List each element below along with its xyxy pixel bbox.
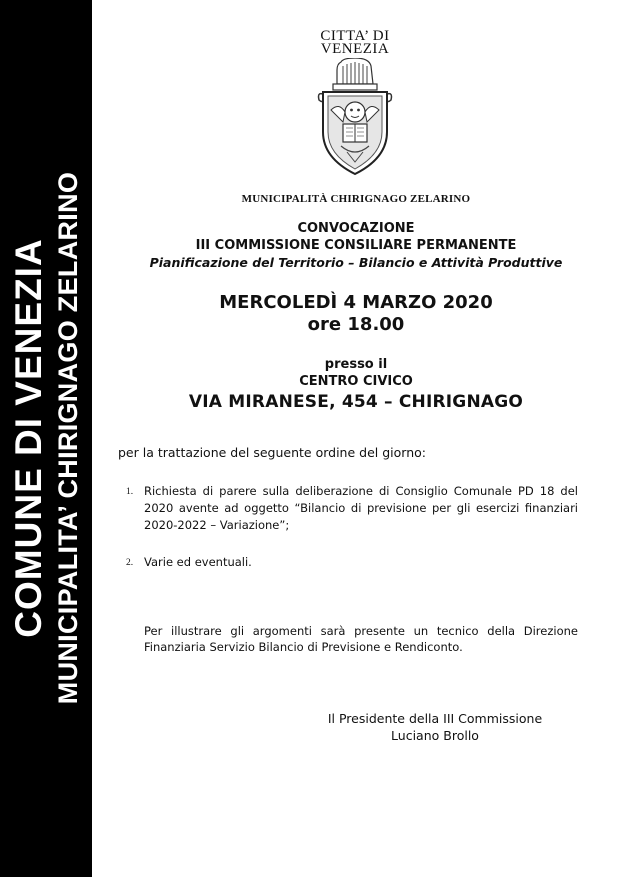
agenda-item	[126, 554, 578, 571]
convocation-title: CONVOCAZIONE	[297, 221, 415, 236]
sidebar-text	[9, 172, 83, 704]
logo-line-2: VENEZIA	[320, 41, 390, 57]
agenda-list	[126, 483, 578, 571]
agenda-item	[126, 483, 578, 534]
meeting-datetime	[92, 292, 620, 336]
meeting-date: MERCOLEDÌ 4 MARZO 2020	[219, 292, 493, 313]
agenda-item-text: Richiesta di parere sulla deliberazione di Consiglio Comunale PD 18 del 2020 avente ad oggetto “Bilancio di previsione per gli esercizi finanziari 2020-2022 – Variazione”;	[144, 484, 578, 532]
sidebar-banner	[0, 0, 92, 877]
agenda-intro: per la trattazione del seguente ordine del giorno:	[118, 445, 426, 460]
logo-line-1: CITTA’ DI	[320, 28, 390, 44]
location-address: VIA MIRANESE, 454 – CHIRIGNAGO	[188, 392, 524, 412]
location-presso: presso il	[324, 357, 388, 372]
agenda-item-text: Varie ed eventuali.	[144, 555, 252, 569]
sidebar-municipalita: MUNICIPALITA’ CHIRIGNAGO ZELARINO	[53, 171, 83, 705]
meeting-time: ore 18.00	[307, 314, 405, 335]
city-logo	[295, 30, 415, 176]
signature-name: Luciano Brollo	[391, 728, 479, 743]
location-venue: CENTRO CIVICO	[299, 374, 413, 389]
agenda-item-number: 1.	[126, 487, 134, 497]
commission-subtitle: Pianificazione del Territorio – Bilancio e Attività Produttive	[149, 255, 563, 270]
venice-crest-icon	[313, 58, 397, 176]
signature-role: Il Presidente della III Commissione	[327, 711, 543, 726]
meeting-location	[92, 356, 620, 414]
signature-block	[270, 710, 600, 744]
agenda-item-number: 2.	[126, 558, 134, 568]
sidebar-comune: COMUNE DI VENEZIA	[8, 238, 49, 638]
municipality-label: MUNICIPALITÀ CHIRIGNAGO ZELARINO	[241, 193, 471, 205]
commission-name: III COMMISSIONE CONSILIARE PERMANENTE	[195, 238, 517, 253]
convocation-heading	[92, 220, 620, 271]
technician-note: Per illustrare gli argomenti sarà presente un tecnico della Direzione Finanziaria Servizio Bilancio di Previsione e Rendiconto.	[144, 624, 578, 654]
